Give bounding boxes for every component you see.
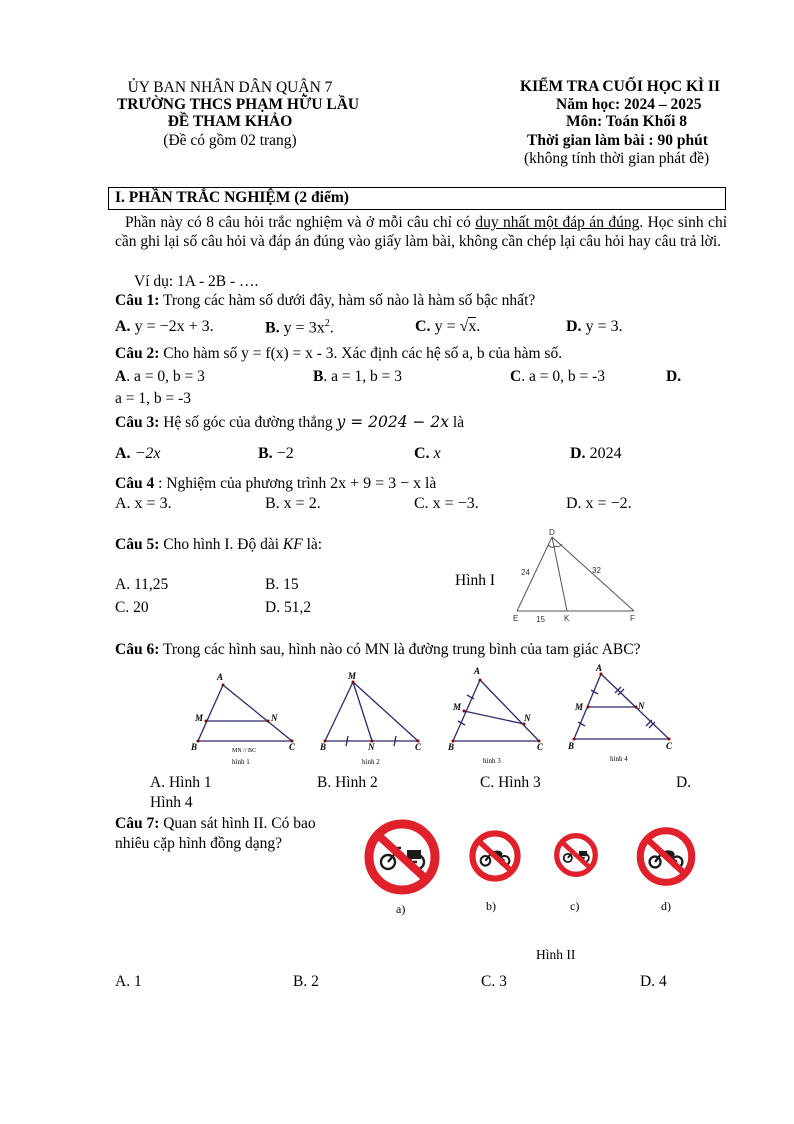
option-key: D. bbox=[566, 318, 582, 335]
exponent: 2 bbox=[324, 318, 330, 329]
q4-option-c: C. x = −3. bbox=[414, 495, 479, 512]
q5-option-d: D. 51,2 bbox=[265, 599, 312, 616]
vertex-b: B bbox=[568, 741, 575, 751]
vertex-c: C bbox=[415, 742, 422, 752]
q6-option-b: B. Hình 2 bbox=[317, 774, 378, 791]
option-key: B bbox=[313, 368, 324, 385]
q5-figure-label: Hình I bbox=[455, 572, 496, 589]
figure-caption: hình 4 bbox=[610, 755, 628, 763]
q2-option-d: a = 1, b = -3 bbox=[115, 390, 192, 407]
length-df: 32 bbox=[592, 566, 601, 575]
no-motorbike-sign-a bbox=[361, 818, 443, 896]
q2-option-b bbox=[313, 368, 402, 386]
point-m: M bbox=[453, 702, 462, 712]
vertex-c: C bbox=[289, 742, 296, 752]
q2-label: Câu 2: bbox=[115, 345, 160, 362]
length-ek: 15 bbox=[536, 615, 545, 624]
q7-label: Câu 7: bbox=[115, 815, 160, 832]
figure-caption: hình 1 bbox=[232, 758, 250, 766]
q3-label: Câu 3: bbox=[115, 414, 160, 431]
q2-option-d-key: D. bbox=[666, 368, 682, 385]
vertex-a: A bbox=[217, 672, 224, 682]
section-title: I. PHẦN TRẮC NGHIỆM (2 điểm) bbox=[108, 187, 726, 210]
q4-text-end: là bbox=[421, 475, 437, 492]
header-school: TRƯỜNG THCS PHẠM HỮU LẦU bbox=[116, 96, 360, 113]
q4-label: Câu 4 bbox=[115, 475, 155, 492]
option-key: A. bbox=[115, 318, 131, 335]
q6-label: Câu 6: bbox=[115, 641, 160, 658]
option-text: . a = 0, b = -3 bbox=[521, 368, 605, 385]
no-motorbike-sign-b bbox=[467, 829, 523, 883]
no-motorbike-sign-c bbox=[552, 832, 600, 878]
option-text: . a = 0, b = 3 bbox=[126, 368, 205, 385]
vertex-b: B bbox=[320, 742, 327, 752]
q6-option-c: C. Hình 3 bbox=[480, 774, 541, 791]
q7-option-c: C. 3 bbox=[481, 973, 507, 990]
q7-text: Quan sát hình II. Có bao bbox=[159, 815, 316, 832]
option-key: C. bbox=[415, 318, 431, 335]
figure-caption: hình 3 bbox=[483, 757, 501, 765]
q3-option-c bbox=[414, 445, 441, 463]
point-n: N bbox=[638, 701, 645, 711]
q1-option-c bbox=[415, 318, 480, 336]
point-m: M bbox=[575, 702, 584, 712]
option-text: y = 3. bbox=[585, 318, 623, 335]
q1-label: Câu 1: bbox=[115, 292, 160, 309]
vertex-k: K bbox=[564, 614, 570, 623]
point-m: M bbox=[195, 713, 204, 723]
q6-figure-1 bbox=[188, 668, 300, 768]
intro-text-end: . Học sinh chỉ cần ghi lại số câu hỏi và đáp án đúng vào giấy làm bài, không cần chép lại câu hỏi hay câu trả lời. bbox=[115, 214, 727, 250]
q5-triangle-figure bbox=[505, 525, 645, 625]
q6-option-d-key: D. bbox=[676, 774, 692, 791]
point-n: N bbox=[271, 713, 278, 723]
q2-text: Cho hàm số y = f(x) = x - 3. Xác định các hệ số a, b của hàm số. bbox=[159, 345, 563, 362]
q4-option-b: B. x = 2. bbox=[265, 495, 321, 512]
point-n: N bbox=[524, 713, 531, 723]
q7-stem-line2: nhiêu cặp hình đồng dạng? bbox=[115, 835, 283, 852]
option-key: B. bbox=[265, 319, 280, 337]
vertex-b: B bbox=[448, 742, 455, 752]
option-key: B. bbox=[258, 445, 273, 462]
q4-stem bbox=[115, 475, 436, 493]
vertex-d: D bbox=[549, 528, 555, 537]
vertex-f: F bbox=[630, 614, 635, 623]
vertex-b: B bbox=[191, 742, 198, 752]
q4-option-a: A. x = 3. bbox=[115, 495, 172, 512]
option-key: D. bbox=[570, 445, 586, 462]
option-text: . a = 1, b = 3 bbox=[323, 368, 402, 385]
q6-stem bbox=[115, 641, 640, 659]
option-text: x bbox=[433, 445, 441, 462]
option-text-end: . bbox=[476, 318, 481, 335]
q3-text-end: là bbox=[449, 414, 465, 431]
option-key: A. bbox=[115, 445, 131, 462]
q4-option-d: D. x = −2. bbox=[566, 495, 632, 512]
radicand: x bbox=[468, 318, 477, 335]
sign-label-b: b) bbox=[486, 899, 496, 913]
angle-mark bbox=[555, 544, 562, 547]
intro-example: Ví dụ: 1A - 2B - …. bbox=[134, 273, 259, 290]
option-text: −2x bbox=[134, 445, 161, 462]
q2-option-c bbox=[510, 368, 605, 386]
option-text: y = −2x + 3. bbox=[134, 318, 214, 335]
q3-option-d bbox=[570, 445, 622, 463]
q1-option-d bbox=[566, 318, 623, 336]
vertex-c: C bbox=[537, 742, 544, 752]
q6-figure-2 bbox=[315, 668, 427, 768]
q7-option-d: D. 4 bbox=[640, 973, 667, 990]
option-key: A bbox=[115, 368, 127, 385]
header-subject: Môn: Toán Khối 8 bbox=[566, 113, 688, 130]
q5-text: Cho hình I. Độ dài bbox=[159, 536, 283, 553]
vertex-c: C bbox=[666, 741, 673, 751]
option-text: 2024 bbox=[589, 445, 622, 462]
q1-option-a bbox=[115, 318, 214, 336]
sign-label-a: a) bbox=[396, 902, 406, 916]
header-duration-note: (không tính thời gian phát đề) bbox=[524, 150, 710, 167]
header-exam-title: KIỂM TRA CUỐI HỌC KÌ II bbox=[520, 78, 720, 95]
figure-caption: hình 2 bbox=[362, 758, 380, 766]
vertex-m: M bbox=[348, 671, 357, 681]
q4-text: : Nghiệm của phương trình bbox=[154, 475, 331, 492]
sign-label-c: c) bbox=[570, 899, 580, 913]
q6-option-a: A. Hình 1 bbox=[150, 774, 212, 791]
q6-figure-4 bbox=[566, 662, 678, 768]
vertex-a: A bbox=[596, 663, 603, 673]
option-text: y = bbox=[434, 318, 460, 335]
sign-label-d: d) bbox=[661, 899, 671, 913]
q5-expression: KF bbox=[282, 536, 303, 553]
option-key: C bbox=[510, 368, 522, 385]
q3-text: Hệ số góc của đường thẳng bbox=[159, 414, 337, 431]
q5-option-c: C. 20 bbox=[115, 599, 149, 616]
no-motorbike-sign-d bbox=[634, 826, 698, 887]
option-text: −2 bbox=[276, 445, 294, 462]
header-agency: ỦY BAN NHÂN DÂN QUẬN 7 bbox=[127, 79, 333, 96]
q7-figure-label: Hình II bbox=[536, 947, 576, 962]
header-exam-type: ĐỀ THAM KHẢO bbox=[167, 113, 293, 130]
q2-option-a bbox=[115, 368, 205, 386]
sqrt-symbol: √ bbox=[459, 318, 469, 335]
q1-text: Trong các hàm số dưới đây, hàm số nào là hàm số bậc nhất? bbox=[159, 292, 536, 309]
option-key: C. bbox=[414, 445, 430, 462]
length-de: 24 bbox=[521, 568, 530, 577]
header-school-year: Năm học: 2024 – 2025 bbox=[556, 96, 702, 113]
header-duration: Thời gian làm bài : 90 phút bbox=[527, 132, 708, 149]
option-text: y = 3x bbox=[283, 319, 325, 337]
q7-stem bbox=[115, 815, 316, 833]
q5-option-b: B. 15 bbox=[265, 576, 299, 593]
point-n: N bbox=[368, 742, 375, 752]
header-page-count: (Đề có gồm 02 trang) bbox=[163, 132, 297, 149]
q5-text-end: là: bbox=[302, 536, 323, 553]
q2-stem bbox=[115, 345, 562, 363]
q5-label: Câu 5: bbox=[115, 536, 160, 553]
q4-expression: 2x + 9 = 3 − x bbox=[330, 475, 422, 492]
intro-paragraph bbox=[115, 213, 727, 251]
q5-option-a: A. 11,25 bbox=[115, 576, 169, 593]
intro-emphasis: duy nhất một đáp án đúng bbox=[475, 214, 640, 231]
q3-stem bbox=[115, 413, 464, 432]
parallel-note: MN // BC bbox=[232, 748, 257, 754]
q7-option-a: A. 1 bbox=[115, 973, 142, 990]
vertex-e: E bbox=[513, 614, 519, 623]
q7-option-b: B. 2 bbox=[293, 973, 319, 990]
q6-option-d: Hình 4 bbox=[150, 794, 193, 811]
q3-option-a bbox=[115, 445, 160, 463]
vertex-a: A bbox=[474, 666, 481, 676]
q3-option-b bbox=[258, 445, 294, 463]
q6-text: Trong các hình sau, hình nào có MN là đường trung bình của tam giác ABC? bbox=[159, 641, 641, 658]
intro-text: Phần này có 8 câu hỏi trắc nghiệm và ở mỗi câu chỉ có bbox=[125, 214, 476, 231]
q1-stem bbox=[115, 292, 535, 310]
q6-figure-3 bbox=[447, 662, 547, 768]
q1-option-b bbox=[265, 318, 334, 337]
q5-stem bbox=[115, 536, 322, 554]
q3-expression: y = 2024 − 2x bbox=[336, 413, 450, 431]
option-text-end: . bbox=[329, 319, 334, 337]
